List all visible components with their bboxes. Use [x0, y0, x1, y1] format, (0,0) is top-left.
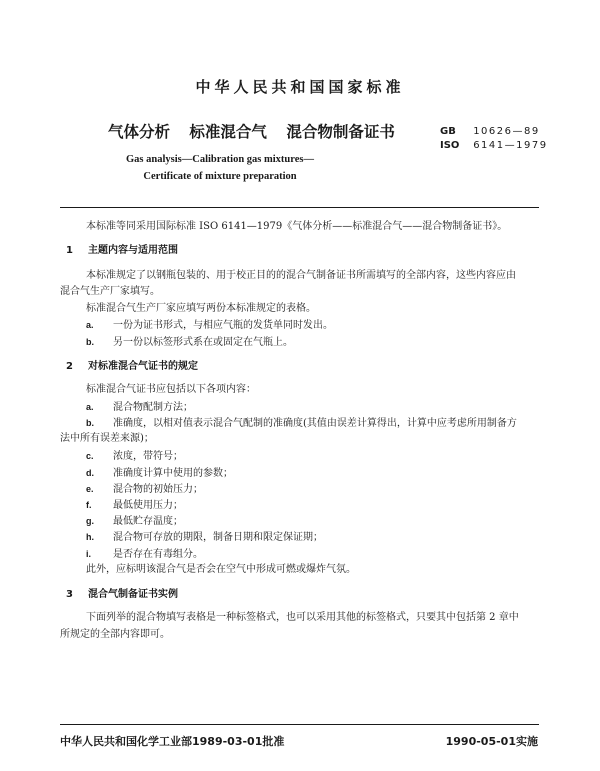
section-2-item-g: [86, 514, 183, 529]
item-letter: g.: [86, 516, 94, 526]
section-3-title: 混合气制备证书实例: [88, 589, 178, 600]
section-2-item-i: [86, 547, 203, 562]
section-1-para-1-line-1: 本标准规定了以钢瓶包装的、用于校正目的的混合气制备证书所需填写的全部内容，这些内容应由: [86, 270, 516, 281]
iso-code-label: ISO: [440, 140, 460, 151]
gb-code: [440, 125, 548, 139]
section-1-para-1-line-2: 混合气生产厂家填写。: [60, 286, 160, 297]
section-1-item-b: [86, 335, 293, 350]
section-2-item-b-continuation: 法中所有误差来源)；: [60, 433, 154, 444]
item-text: 是否存在有毒组分。: [113, 549, 203, 560]
implementation-date: 1990-05-01实施: [445, 735, 538, 748]
section-1-para-2: 标准混合气生产厂家应填写两份本标准规定的表格。: [86, 303, 316, 314]
section-2-item-b: [86, 416, 517, 431]
item-letter: i.: [86, 549, 92, 559]
standard-codes: [440, 125, 548, 153]
item-text: 混合物的初始压力；: [113, 484, 203, 495]
english-title: [120, 151, 320, 185]
item-text: 混合物可存放的期限，制备日期和限定保证期；: [113, 532, 323, 543]
section-2-item-a: [86, 400, 193, 415]
item-letter: f.: [86, 500, 92, 510]
cn-title-part-3: 混合物制备证书: [286, 123, 395, 141]
gb-code-label: GB: [440, 126, 456, 137]
item-text: 混合物配制方法；: [113, 402, 193, 413]
item-letter: a.: [86, 402, 94, 412]
section-2-item-h: [86, 530, 323, 545]
section-1-heading: [66, 244, 178, 258]
standard-title: 中华人民共和国国家标准: [195, 78, 405, 96]
item-letter: d.: [86, 468, 94, 478]
section-3-para-line-1: 下面列举的混合物填写表格是一种标签格式，也可以采用其他的标签格式，只要其中包括第 2 章中: [86, 612, 519, 623]
section-2-title: 对标准混合气证书的规定: [88, 361, 198, 372]
section-3-para-line-2: 所规定的全部内容即可。: [60, 629, 170, 640]
item-letter: a.: [86, 320, 94, 330]
section-1-number: 1: [66, 245, 73, 256]
item-letter: b.: [86, 337, 94, 347]
english-title-line-2: Certificate of mixture preparation: [143, 171, 297, 182]
section-3-heading: [66, 588, 178, 602]
cn-title-part-2: 标准混合气: [189, 123, 267, 141]
top-divider: [60, 207, 539, 208]
item-letter: h.: [86, 532, 94, 542]
section-2-item-d: [86, 466, 233, 481]
intro-paragraph: 本标准等同采用国际标准 ISO 6141—1979《气体分析——标准混合气——混合物制备证书》。: [86, 221, 508, 232]
item-text: 浓度，带符号；: [113, 451, 183, 462]
section-2-closing: 此外，应标明该混合气是否会在空气中形成可燃或爆炸气氛。: [86, 564, 356, 575]
cn-title-part-1: 气体分析: [108, 123, 171, 141]
bottom-divider: [60, 724, 539, 725]
english-title-line-1: Gas analysis—Calibration gas mixtures—: [126, 154, 314, 165]
item-text: 准确度，以相对值表示混合气配制的准确度(其值由误差计算得出，计算中应考虑所用制备方: [113, 418, 517, 429]
iso-code-number: 6141—1979: [473, 140, 548, 151]
item-text: 准确度计算中使用的参数；: [113, 468, 233, 479]
item-text: 一份为证书形式，与相应气瓶的发货单同时发出。: [113, 320, 333, 331]
section-2-heading: [66, 360, 198, 374]
item-text: 最低使用压力；: [113, 500, 183, 511]
item-letter: c.: [86, 451, 94, 461]
section-1-item-a: [86, 318, 333, 333]
item-text: 最低贮存温度；: [113, 516, 183, 527]
section-2-lead: 标准混合气证书应包括以下各项内容：: [86, 384, 256, 395]
item-letter: b.: [86, 418, 94, 428]
section-2-item-e: [86, 482, 203, 497]
section-3-number: 3: [66, 589, 73, 600]
approval-line: 中华人民共和国化学工业部1989-03-01批准: [60, 735, 285, 748]
section-1-title: 主题内容与适用范围: [88, 245, 178, 256]
item-letter: e.: [86, 484, 94, 494]
section-2-number: 2: [66, 361, 73, 372]
chinese-title: [108, 120, 395, 142]
gb-code-number: 10626—89: [473, 126, 540, 137]
section-2-item-f: [86, 498, 183, 513]
iso-code: [440, 139, 548, 153]
section-2-item-c: [86, 449, 183, 464]
item-text: 另一份以标签形式系在或固定在气瓶上。: [113, 337, 293, 348]
